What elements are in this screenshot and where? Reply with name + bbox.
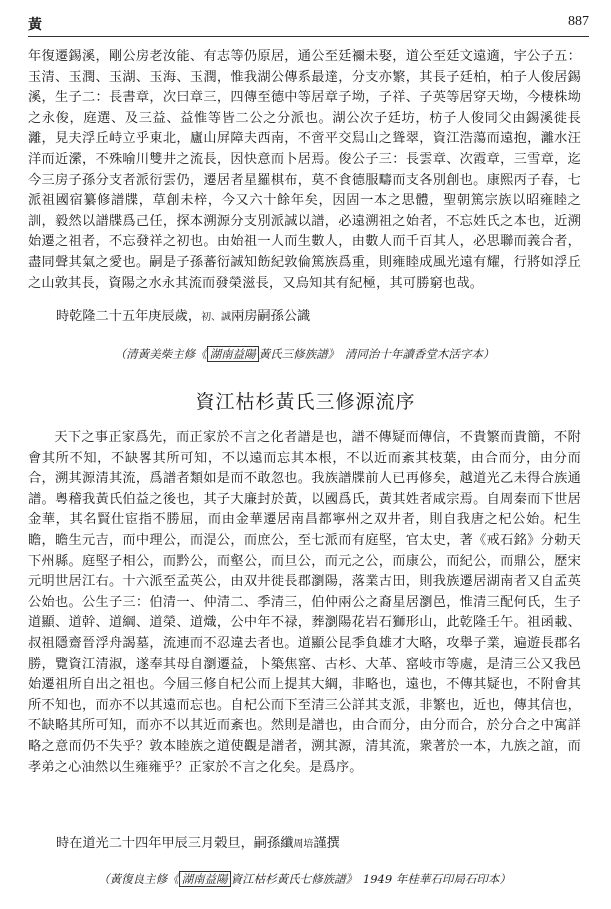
page-number: 887: [568, 14, 589, 29]
preface-continuation-text: 年復遷錫溪，剛公房老汝能、有志等仍原居，通公至廷禰未娶，道公至廷文遠適，宇公子五：玉清、玉潤、玉湖、玉海、玉潤，惟我湖公傳系最達，分支亦繁，其長子廷柏，柏子人俊居錫溪，生子二：長書章，次曰章三，四傳至德中等居章子坳，子祥、子英等居穿天坳，今棲株坳之永俊，庭選、及三益、益惟等皆二公之分派也。湖公次子廷坊，枋子人俊同父由錫溪徙長灕，見夫浮丘峙立乎東北，廬山屏障夫西南，不啻平交舃山之聳翠，資江浩蕩而遠抱，灕水汪洋而近瀠，不殊喻川雙井之流長，因快意而卜居焉。俊公子三：長雲章、次霞章，三雪章，迄今三房子孫分支者派衍雲仍，遷居者星羅棋布，莫不食德服疇而支各別創也。康熙丙子春，七派祖國宿纂修譜牒，草創未梓，今又六十餘年矣，因固一本之思體，聖朝篤宗族以昭雍睦之訓，毅然以譜牒爲己任，探本溯源分支別派誠以譜，必遠溯祖之始者，不忘姓氏之本也，近溯始遷之祖者，不忘發祥之初也。由始祖一人而生數人，由數人而千百其人，必思聯而義合者，盡同聲其氣之愛也。嗣是子孫蕃衍誠知飭紀敦倫篤族爲重，則雍睦成風光遠有耀，行將如浮丘之山敦其長，資陽之水永其流而發榮滋長，又烏知其有紀極，其可勝窮也哉。: [28, 49, 581, 291]
preface1-signature: [56, 305, 310, 324]
source-citation-2: （黃復良主修《 湖南益陽 資江枯杉黃氏七修族譜》 1949 年桂華石印局石印本）: [98, 872, 511, 886]
signature-authors: 兩房嗣孫公識: [231, 309, 311, 324]
citation-boxed-place: 湖南益陽: [179, 871, 231, 887]
signature-author-name: 纖: [280, 836, 294, 851]
running-head-surname: 黃: [28, 17, 42, 33]
signature-verb: 謹撰: [313, 836, 340, 851]
signature-date: 時乾隆二十五年庚辰歲，: [56, 309, 202, 324]
citation-boxed-place: 湖南益陽: [207, 346, 259, 362]
source-citation-1: （清黃美柴主修《 湖南益陽 黃氏三修族譜》 清同治十年讀香堂木活字本）: [114, 347, 495, 361]
page-header: [28, 14, 589, 36]
section-title: 資江枯杉黃氏三修源流序: [195, 391, 416, 413]
preface2-signature: [56, 832, 340, 851]
signature-author-alias: 周培: [293, 839, 314, 850]
preface-body-text: 天下之事正家爲先，而正家於不言之化者譜是也，譜不傳疑而傳信，不貴繁而貴簡，不附會其所不知，不缺畧其所可知，不以遠而忘其本根，不以近而紊其枝葉，由合而分，由分而合，溯其源清其流，爲譜者類如是而不敢忽也。我族譜牒前人已再修矣，越道光乙未得合族通譜。粵稽我黃氏伯益之後也，其子大廉封於黃，以國爲氏，黃其姓者咸宗焉。自周秦而下世居金華，其名賢仕宦指不勝屈，而由金華遷居南昌都寧州之双井者，則自我唐之杞公始。杞生瞻，瞻生元吉，而中理公，而湜公，而庶公，至七派而有庭堅，官太史，著《戒石銘》分勅天下州縣。庭堅子相公，而黔公，而壑公，而旦公，而元之公，而康公，而紀公，而鼎公，歷宋元明世居江右。十六派至孟英公，由双井徙長郡瀏陽，落業古田，則我族遷居湖南者又自孟英公始也。公生子三：伯清一、仲清二、季清三，伯仲兩公之裔星居瀏邑，惟清三配何氏，生子道顯、道幹、道綱、道榮、道熾，公中年不禄，葬瀏陽花岩石獅形山，此乾隆壬午。祖函載、叔祖隱齋晉浮舟謁墓，流連而不忍違去者也。道顯公昆季負雄才大略，攻舉子業，遍遊長郡名勝，覽資江清淑，遂奉其母自瀏遷益，卜築焦窰、古杉、大革、窰岐市等處，是清三公又我邑始遷祖所自出之祖也。今屆三修自杞公而上提其大綱，非略也，遠也，不傳其疑也，不附會其所不知也，而亦不以其遠而忘也。自杞公而下至清三公詳其支派，非繁也，近也，傳其信也，不缺略其所可知，而亦不以其近而紊也。然則是譜也，由合而分，由分而合，於分合之中寓詳略之意而仍不失乎？敦本睦族之道使觀是譜者，溯其源，清其流，衆著於一本，九族之誼，而孝弟之心油然以生雍雍乎？正家於不言之化矣。是爲序。: [28, 430, 581, 775]
signature-date: 時在道光二十四年甲辰三月榖旦，嗣孫: [56, 836, 281, 851]
header-rule: [28, 36, 589, 37]
signature-branches: 初、誠: [201, 312, 232, 323]
